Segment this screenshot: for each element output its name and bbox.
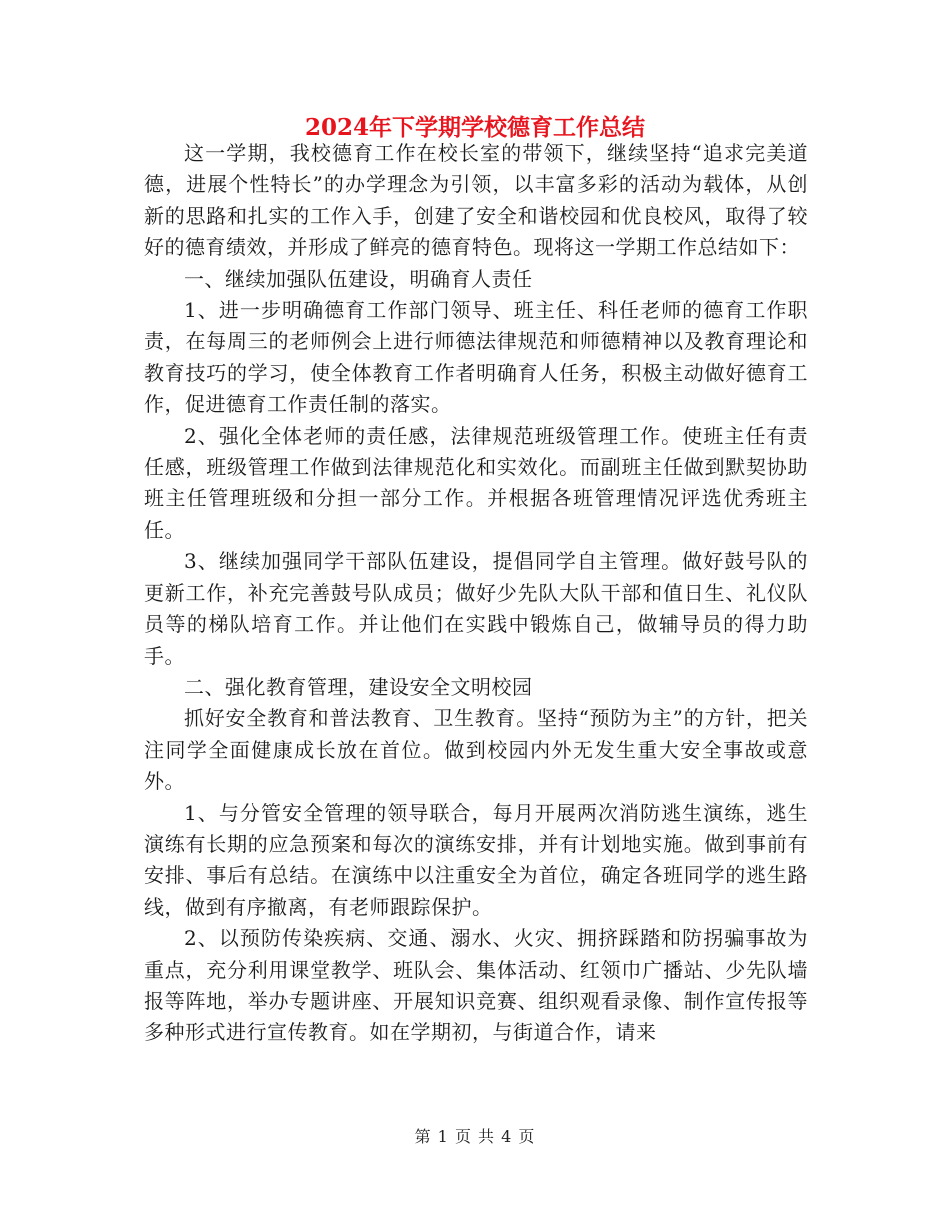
paragraph-1-1: 1、进一步明确德育工作部门领导、班主任、科任老师的德育工作职责，在每周三的老师例会上进行师德法律规范和师德精神以及教育理论和教育技巧的学习，使全体教育工作者明确育人任务，积极主动做好德育工作，促进德育工作责任制的落实。 bbox=[144, 298, 808, 417]
paragraph-1-2: 2、强化全体老师的责任感，法律规范班级管理工作。使班主任有责任感，班级管理工作做到法律规范化和实效化。而副班主任做到默契协助班主任管理班级和分担一部分工作。并根据各班管理情况评选优秀班主任。 bbox=[144, 423, 808, 542]
paragraph-2-1: 1、与分管安全管理的领导联合，每月开展两次消防逃生演练，逃生演练有长期的应急预案和每次的演练安排，并有计划地实施。做到事前有安排、事后有总结。在演练中以注重安全为首位，确定各班同学的逃生路线，做到有序撤离，有老师跟踪保护。 bbox=[144, 800, 808, 919]
section-heading-1: 一、继续加强队伍建设，明确育人责任 bbox=[184, 266, 533, 291]
document-body bbox=[144, 138, 808, 1049]
paragraph-1-3: 3、继续加强同学干部队伍建设，提倡同学自主管理。做好鼓号队的更新工作，补充完善鼓号队成员；做好少先队大队干部和值日生、礼仪队员等的梯队培育工作。并让他们在实践中锻炼自己，做辅导员的得力助手。 bbox=[144, 549, 808, 668]
paragraph-2-2: 2、以预防传染疾病、交通、溺水、火灾、拥挤踩踏和防拐骗事故为重点，充分利用课堂教学、班队会、集体活动、红领巾广播站、少先队墙报等阵地，举办专题讲座、开展知识竞赛、组织观看录像、制作宣传报等多种形式进行宣传教育。如在学期初，与街道合作，请来 bbox=[144, 926, 808, 1045]
paragraph-2-intro: 抓好安全教育和普法教育、卫生教育。坚持“预防为主”的方针，把关注同学全面健康成长放在首位。做到校园内外无发生重大安全事故或意外。 bbox=[144, 706, 808, 794]
document-title: 2024年下学期学校德育工作总结 bbox=[304, 114, 645, 141]
page-footer: 第 1 页 共 4 页 bbox=[414, 1127, 536, 1146]
section-heading-2: 二、强化教育管理，建设安全文明校园 bbox=[184, 674, 533, 699]
paragraph-intro: 这一学期，我校德育工作在校长室的带领下，继续坚持“追求完美道德，进展个性特长”的办学理念为引领，以丰富多彩的活动为载体，从创新的思路和扎实的工作入手，创建了安全和谐校园和优良校风，取得了较好的德育绩效，并形成了鲜亮的德育特色。现将这一学期工作总结如下： bbox=[144, 141, 808, 260]
